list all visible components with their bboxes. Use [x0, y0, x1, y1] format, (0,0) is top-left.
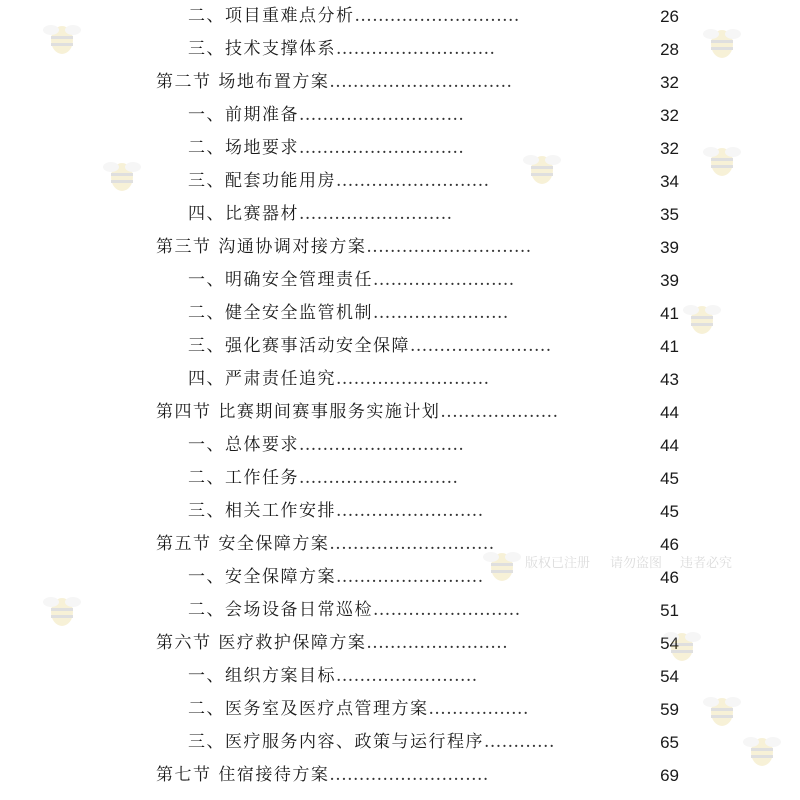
toc-entry-label: 三、相关工作安排	[188, 501, 336, 521]
toc-entry-label: 一、安全保障方案	[188, 567, 336, 587]
toc-entry-label: 四、严肃责任追究	[188, 369, 336, 389]
toc-dot-leader: ........................	[410, 336, 552, 356]
toc-entry-label: 一、总体要求	[188, 435, 299, 455]
toc-entry-label: 一、组织方案目标	[188, 666, 336, 686]
watermark-text: 版权已注册	[525, 556, 591, 571]
toc-dot-leader: ...........................	[329, 765, 489, 785]
toc-entry-label: 第六节 医疗救护保障方案	[156, 633, 367, 653]
toc-subsection-row[interactable]	[0, 198, 800, 231]
toc-page-number: 28	[660, 40, 679, 59]
toc-page-number: 45	[660, 502, 679, 521]
toc-dot-leader: ............................	[299, 138, 465, 158]
toc-page-number: 54	[660, 634, 679, 653]
toc-dot-leader: ..........................	[336, 369, 490, 389]
toc-subsection-row[interactable]	[0, 594, 800, 627]
toc-page-number: 69	[660, 766, 679, 785]
toc-dot-leader: ............................	[299, 435, 465, 455]
toc-entry-label: 第二节 场地布置方案	[156, 72, 330, 92]
toc-entry-label: 二、会场设备日常巡检	[188, 600, 373, 620]
toc-entry-label: 三、强化赛事活动安全保障	[188, 336, 410, 356]
toc-dot-leader: .......................	[373, 303, 509, 323]
toc-page-number: 41	[660, 304, 679, 323]
toc-subsection-row[interactable]	[0, 330, 800, 363]
toc-page-number: 41	[660, 337, 679, 356]
toc-page-number: 35	[660, 205, 679, 224]
toc-dot-leader: ............................	[299, 105, 465, 125]
toc-subsection-row[interactable]	[0, 99, 800, 132]
toc-dot-leader: .........................	[373, 600, 521, 620]
toc-entry-label: 一、前期准备	[188, 105, 299, 125]
toc-entry-label: 二、工作任务	[188, 468, 299, 488]
toc-dot-leader: ............................	[366, 237, 532, 257]
toc-subsection-row[interactable]	[0, 0, 800, 33]
toc-subsection-row[interactable]	[0, 429, 800, 462]
toc-page-number: 59	[660, 700, 679, 719]
toc-page-number: 65	[660, 733, 679, 752]
toc-subsection-row[interactable]	[0, 165, 800, 198]
toc-dot-leader: ...........................	[336, 39, 496, 59]
toc-entry-label: 第七节 住宿接待方案	[156, 765, 330, 785]
toc-page-number: 44	[660, 436, 679, 455]
toc-page-number: 46	[660, 568, 679, 587]
toc-page-number: 43	[660, 370, 679, 389]
toc-subsection-row[interactable]	[0, 33, 800, 66]
toc-entry-label: 四、比赛器材	[188, 204, 299, 224]
toc-dot-leader: ..........................	[336, 171, 490, 191]
toc-entry-label: 二、医务室及医疗点管理方案	[188, 699, 429, 719]
toc-page-number: 54	[660, 667, 679, 686]
toc-section-row[interactable]	[0, 396, 800, 429]
toc-entry-label: 三、技术支撑体系	[188, 39, 336, 59]
toc-dot-leader: ...........................	[299, 468, 459, 488]
toc-page-number: 46	[660, 535, 679, 554]
toc-page-number: 45	[660, 469, 679, 488]
toc-page-number: 51	[660, 601, 679, 620]
toc-entry-label: 二、健全安全监管机制	[188, 303, 373, 323]
toc-dot-leader: .........................	[336, 501, 484, 521]
toc-subsection-row[interactable]	[0, 726, 800, 759]
toc-subsection-row[interactable]	[0, 363, 800, 396]
toc-subsection-row[interactable]	[0, 495, 800, 528]
toc-dot-leader: ........................	[336, 666, 478, 686]
toc-page-number: 44	[660, 403, 679, 422]
toc-subsection-row[interactable]	[0, 462, 800, 495]
toc-page-number: 39	[660, 271, 679, 290]
toc-dot-leader: .........................	[336, 567, 484, 587]
toc-entry-label: 第三节 沟通协调对接方案	[156, 237, 367, 257]
toc-section-row[interactable]	[0, 231, 800, 264]
toc-subsection-row[interactable]	[0, 264, 800, 297]
watermark-text: 请勿盗图	[610, 556, 663, 571]
toc-entry-label: 三、配套功能用房	[188, 171, 336, 191]
toc-page-number: 32	[660, 106, 679, 125]
toc-entry-label: 第五节 安全保障方案	[156, 534, 330, 554]
toc-dot-leader: ........................	[366, 633, 509, 653]
toc-entry-label: 二、项目重难点分析	[188, 6, 355, 26]
toc-entry-label: 一、明确安全管理责任	[188, 270, 373, 290]
toc-section-row[interactable]	[0, 627, 800, 660]
toc-dot-leader: ............................	[354, 6, 520, 26]
toc-subsection-row[interactable]	[0, 297, 800, 330]
toc-dot-leader: .................	[428, 699, 529, 719]
toc-subsection-row[interactable]	[0, 132, 800, 165]
toc-section-row[interactable]	[0, 66, 800, 99]
toc-dot-leader: ............................	[329, 534, 495, 554]
toc-page-number: 39	[660, 238, 679, 257]
toc-dot-leader: ............	[484, 732, 555, 752]
toc-entry-label: 二、场地要求	[188, 138, 299, 158]
toc-subsection-row[interactable]	[0, 693, 800, 726]
toc-page-number: 32	[660, 73, 679, 92]
toc-entry-label: 三、医疗服务内容、政策与运行程序	[188, 732, 484, 752]
toc-dot-leader: ..........................	[299, 204, 453, 224]
toc-dot-leader: ...............................	[329, 72, 513, 92]
toc-subsection-row[interactable]	[0, 660, 800, 693]
toc-page-number: 32	[660, 139, 679, 158]
toc-page-number: 26	[660, 7, 679, 26]
toc-dot-leader: ........................	[373, 270, 515, 290]
toc-entry-label: 第四节 比赛期间赛事服务实施计划	[156, 402, 441, 422]
toc-section-row[interactable]	[0, 759, 800, 792]
toc-page-number: 34	[660, 172, 679, 191]
toc-dot-leader: ....................	[440, 402, 559, 422]
watermark-text: 违者必究	[680, 556, 733, 571]
